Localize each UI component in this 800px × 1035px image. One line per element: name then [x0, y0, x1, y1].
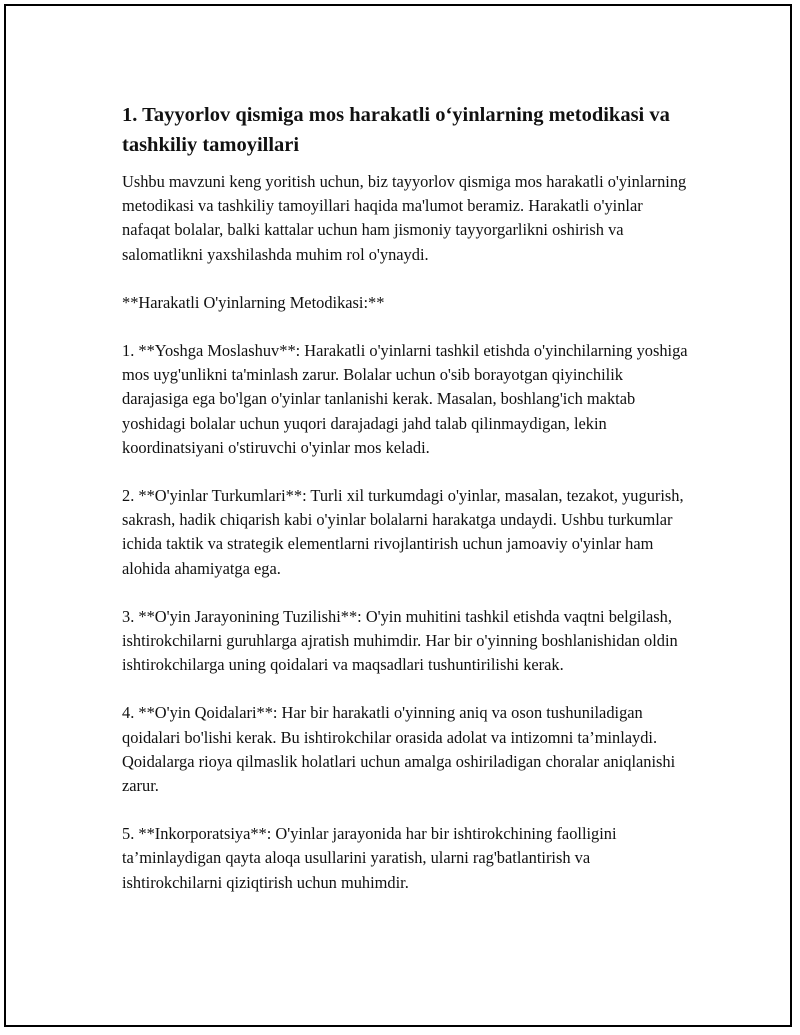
document-body	[122, 100, 692, 919]
list-item-game-categories: 2. **O'yinlar Turkumlari**: Turli xil turkumdagi o'yinlar, masalan, tezakot, yugurish, sakrash, hadik chiqarish kabi o'yinlar bolalarni harakatga undaydi. Ushbu turkumlar ichida taktik va strategik elementlarni rivojlantirish uchun jamoaviy o'yinlar ham alohida ahamiyatga ega.	[122, 486, 684, 578]
document-heading: 1. Tayyorlov qismiga mos harakatli o‘yinlarning metodikasi va tashkiliy tamoyillari	[122, 104, 670, 156]
intro-paragraph: Ushbu mavzuni keng yoritish uchun, biz tayyorlov qismiga mos harakatli o'yinlarning metodikasi va tashkiliy tamoyillari haqida ma'lumot beramiz. Harakatli o'yinlar nafaqat bolalar, balki kattalar uchun ham jismoniy tayyorgarlikni oshirish va salomatlikni yaxshilashda muhim rol o'ynaydi.	[122, 172, 687, 264]
list-item-age-adaptation: 1. **Yoshga Moslashuv**: Harakatli o'yinlarni tashkil etishda o'yinchilarning yoshiga mos uyg'unlikni ta'minlash zarur. Bolalar uchun o'sib borayotgan qiyinchilik darajasiga ega bo'lgan o'yinlar tanlanishi kerak. Masalan, boshlang'ich maktab yoshidagi bolalar uchun yuqori darajadagi jahd talab qilinmaydigan, lekin koordinatsiyani o'stiruvchi o'yinlar mos keladi.	[122, 341, 688, 457]
section-heading-paragraph: **Harakatli O'yinlarning Metodikasi:**	[122, 292, 385, 312]
list-item-game-structure: 3. **O'yin Jarayonining Tuzilishi**: O'yin muhitini tashkil etishda vaqtni belgilash, ishtirokchilarni guruhlarga ajratish muhimdir. Har bir o'yinning boshlanishidan oldin ishtirokchilarga uning qoidalari va maqsadlari tushuntirilishi kerak.	[122, 606, 678, 675]
list-item-game-rules: 4. **O'yin Qoidalari**: Har bir harakatli o'yinning aniq va oson tushuniladigan qoidalari bo'lishi kerak. Bu ishtirokchilar orasida adolat va intizomni ta’minlaydi. Qoidalarga rioya qilmaslik holatlari uchun amalga oshiriladigan choralar aniqlanishi zarur.	[122, 703, 676, 796]
list-item-incorporation: 5. **Inkorporatsiya**: O'yinlar jarayonida har bir ishtirokchining faolligini ta’minlaydigan qayta aloqa usullarini yaratish, ularni rag'batlantirish va ishtirokchilarni qiziqtirish uchun muhimdir.	[122, 824, 617, 892]
page-frame	[4, 4, 792, 1027]
